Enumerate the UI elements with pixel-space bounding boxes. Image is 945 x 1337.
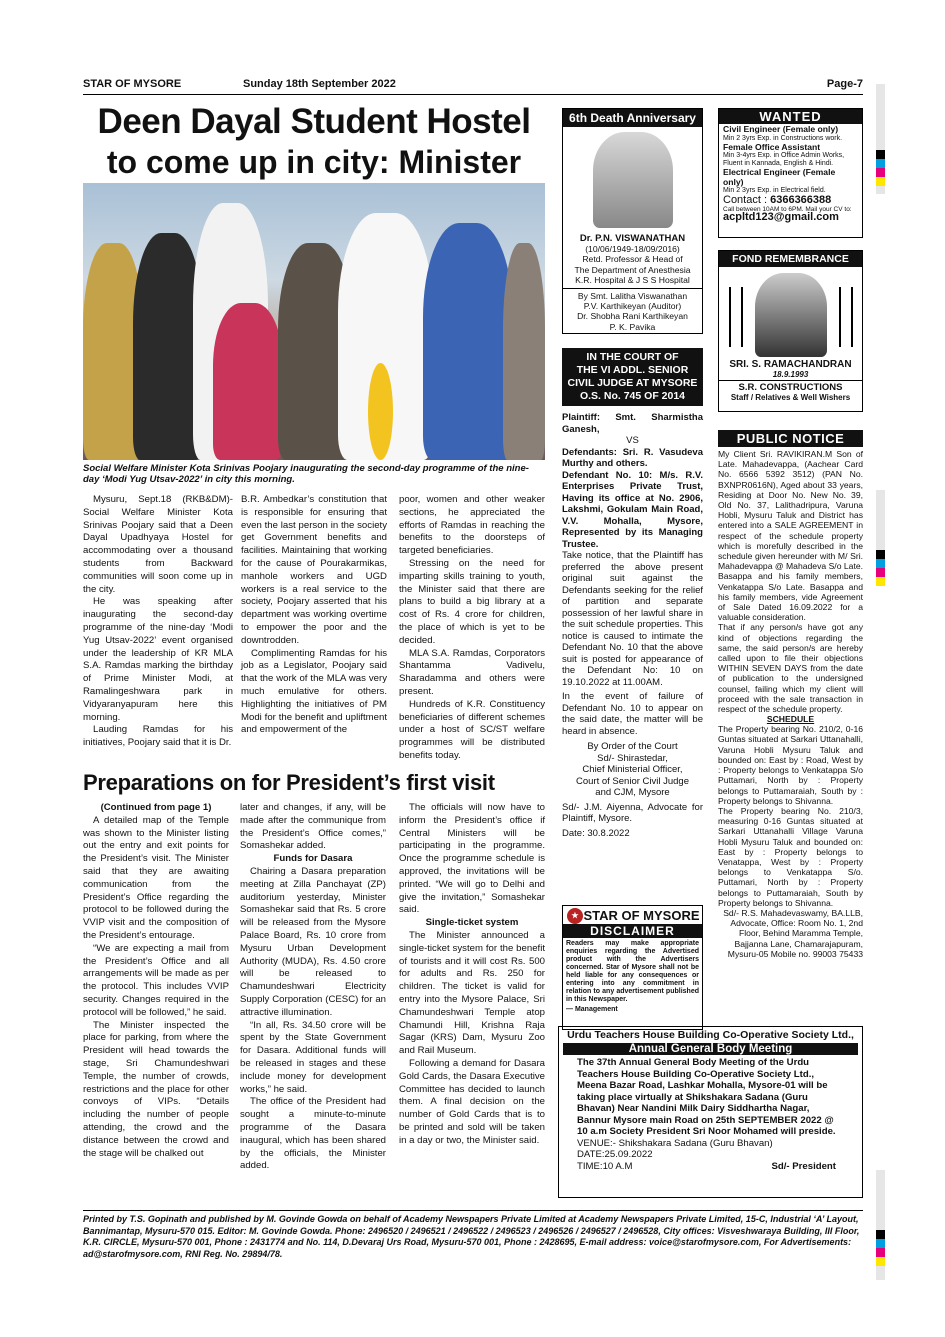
- lead-photo: [83, 183, 545, 460]
- court-title: IN THE COURT OF THE VI ADDL. SENIOR CIVIL JUDGE AT MYSORE O.S. No. 745 OF 2014: [562, 348, 703, 406]
- subhead: Single-ticket system: [425, 917, 519, 929]
- paragraph: MLA S.A. Ramdas, Corporators Shantamma Vadivelu, Sharadamma and others were present.: [399, 647, 545, 697]
- paragraph: “We are expecting a mail from the President’s Office and all arrangements will be made as per the protocol. This includes VVIP security. Changes required in the protocol will be followed,” he said.: [83, 942, 229, 1018]
- paragraph: The officials will now have to inform the President’s office if Central Ministers will be participating in the programme. Once the programme schedule is approved, the invitations will be printed. “We will go to Delhi and give the invitation,” Somashekar said.: [399, 802, 545, 916]
- subhead: Funds for Dasara: [273, 853, 353, 865]
- portrait-photo: [593, 132, 673, 228]
- remembrance-ad: FOND REMEMBRANCE SRI. S. RAMACHANDRAN 18.9.1993 S.R. CONSTRUCTIONS Staff / Relatives & Well Wishers: [718, 250, 863, 412]
- lamp-icon: [839, 287, 853, 347]
- plaintiff: Plaintiff: Smt. Sharmistha Ganesh,: [562, 412, 703, 435]
- failure-text: In the event of failure of Defendant No. 10 to appear on the said date, the matter will be heard in absence.: [562, 691, 703, 737]
- lead-headline: [83, 102, 545, 182]
- text-line: K.R. Hospital & J S S Hospital: [575, 275, 690, 286]
- notice-body-2: That if any person/s have got any kind of objections regarding the same, the said person/s are hereby called upon to file their objections WITHIN SEVEN DAYS from the date of publication to the undersigned counsel, failing which my client will proceed with the sale transaction in respect of the schedule property.: [718, 622, 863, 715]
- logo-icon: ★: [567, 908, 583, 924]
- urdu-agm-ad: Urdu Teachers House Building Co-Operative Society Ltd., Annual General Body Meeting The 37th Annual General Body Meeting of the Urdu Teachers House Building Co-Operative Society Ltd., Meena Bazar Road, Lashkar Mohalla, Mysore-01 will be taking place virtually at Shikshakara Sadana (Guru Bhavan) Near Nandini Milk Dairy Siddhartha Nagar, Bannur Mysore main Road on 25th SEPTEMBER 2022 @ 10 a.m Society President Sri Noor Mohamed will preside. VENUE:- Shikshakara Sadana (Guru Bhavan) DATE:25.09.2022 TIME:10 A.M Sd/- President: [558, 1026, 863, 1198]
- second-col-3: [399, 802, 545, 1148]
- text-line: The Department of Anesthesia: [574, 264, 691, 275]
- court-notice: IN THE COURT OF THE VI ADDL. SENIOR CIVIL JUDGE AT MYSORE O.S. No. 745 OF 2014 Plaintiff: Smt. Sharmistha Ganesh, VS Defendants: Sri. R. Vasudeva Murthy and others. Defendant No. 10: M/s. R.V. Enterprises Private Trust, Having its office at No. 2906, Lakshmi, Gokulam Main Road, V.V. Mohalla, Mysore, Represented by its Managing Trustee. Take notice, that the Plaintiff has preferred the above present original suit against the Defendants seeking for the relief of partition and separate possession of her lawful share in the suit schedule properties. This notice is caused to intimate the Defendant No. 10 that the above suit is posted for appearance of the Defendant No: 10 on 19.10.2022 at 11.00AM. In the event of failure of Defendant No. 10 to appear on the said date, the matter will be heard in absence. By Order of the Court Sd/- Shirastedar, Chief Ministerial Officer, Court of Senior Civil Judge and CJM, Mysore Sd/- J.M. Aiyenna, Advocate for Plaintiff, Mysore. Date: 30.8.2022: [562, 348, 703, 888]
- wanted-ad: WANTED Civil Engineer (Female only) Min 2 3yrs Exp. in Constructions work. Female Office Assistant Min 3-4yrs Exp. in Office Admin Works, Fluent in Kannada, English & Hindi. Electrical Engineer (Female only) Min 2 3yrs Exp. in Electrical field. Contact : 6366366388 Call between 10AM to 6PM. Mail your CV to: acpltd123@gmail.com: [718, 108, 863, 238]
- headline-line1: Deen Dayal Student Hostel: [97, 102, 531, 141]
- lead-col-3: [399, 494, 545, 763]
- paragraph: The office of the President had sought a minute-to-minute programme of the Dasara inaugural, which has been shared by the officials, the Minister added.: [240, 1096, 386, 1172]
- text-line: Retd. Professor & Head of: [582, 254, 683, 265]
- notice-body: My Client Sri. RAVIKIRAN.M Son of Late. Mahadevappa, (Aachear Card No. 6566 5392 3512) (PAN No. BXNPR0616N), Aged about 33 years, Residing at Door No. New No. 39, Old No. 37, Lalithadripura, Varuna Hobli, Mysuru Taluk and District has entered into a SALE AGREEMENT in respect of the schedule property which is morefully described in the schedule given hereunder with M/ Sri. Mahadevappa @ Mahadeva S/o Late. Basappa and his family members, Venkatappa S/o Late. Basappa and his family members, vide Agreement of Sale Dated 16.09.2022 for a valuable consideration.: [718, 449, 863, 623]
- advocate: Sd/- J.M. Aiyenna, Advocate for Plaintiff, Mysore.: [562, 801, 703, 824]
- defendant-10: Defendant No. 10: M/s. R.V. Enterprises Private Trust, Having its office at No. 2906, Lakshmi, Gokulam Main Road, V.V. Mohalla, Mysore, Represented by its Managing Trustee.: [562, 469, 703, 550]
- issue-date: Sunday 18th September 2022: [243, 78, 396, 90]
- masthead-line: [83, 78, 863, 94]
- text-line: P.V. Karthikeyan (Auditor): [583, 301, 682, 312]
- second-col-2: [240, 802, 386, 1173]
- continued-note: (Continued from page 1): [100, 802, 212, 813]
- portrait-photo: [755, 273, 827, 357]
- remembrance-name: SRI. S. RAMACHANDRAN: [729, 359, 852, 370]
- public-notice: PUBLIC NOTICE My Client Sri. RAVIKIRAN.M Son of Late. Mahadevappa, (Aachear Card No. 6566 5392 3512) (PAN No. BXNPR0616N), Aged about 33 years, Residing at Door No. New No. 39, Old No. 37, Lalithadripura, Varuna Hobli, Mysuru Taluk and District has entered into a SALE AGREEMENT in respect of the schedule property which is morefully described in the schedule given hereunder with M/ Sri. Mahadevappa @ Mahadeva S/o Late. Basappa and his family members, Venkatappa S/o Late. Basappa and his family members, vide Agreement of Sale Dated 16.09.2022 for a valuable consideration. That if any person/s have got any kind of objections regarding the same, the said person/s are hereby called upon to file their objections WITHIN SEVEN DAYS from the date of publication to the undersigned counsel, failing which my client will proceed with the sale transaction in respect of the schedule property. SCHEDULE The Property bearing No. 210/2, 0-16 Guntas situated at Sarkari Uttanahalli, Varuna Hobli Mysuru Taluk and bounded on: East by : Road, West by : Property belongs to Venkatappa S/o Puttamari, North by : Property belongs to Puttamaraiah, South by : Property belongs to Shivanna. The Property bearing No. 210/3, measuring 0-16 Guntas situated at Sarkari Uttanahalli Village Varuna Hobli Mysuru Taluk and bounded on: East by : Property belongs to Venatappa, West by : Property belongs to Venkatappa S/o. Puttamari, North by : Property belongs to Puttamaraiah, South by Property belongs to Shivanna. Sd/- R.S. Mahadevaswamy, BA.LLB, Advocate, Office: Room No. 1, 2nd Floor, Behind Maramma Temple, Bajjanna Lane, Chamarajapuram, Mysuru-05 Mobile no. 99003 75433: [718, 431, 863, 959]
- photo-caption: Social Welfare Minister Kota Srinivas Poojary inaugurating the second-day programme of the nine-day ‘Modi Yug Utsav-2022’ in city this morning.: [83, 463, 529, 485]
- imprint-footer: Printed by T.S. Gopinath and published by M. Govinde Gowda on behalf of Academy Newspapers Private Limited at Academy Newspapers Private Limited, 15-C, Industrial ‘A’ Layout, Bannimantap, Mysuru-570 015. Editor: M. Govinde Gowda. Phone: 2496520 / 2496521 / 2496522 / 2496523 / 2496526 / 2496527 / 2496528, City offices: Visveshwaraya Building, III Floor, K.R. CIRCLE, Mysuru-570 001, Phone : 2431774 and No. 114, D.Devaraj Urs Road, Mysuru-570 001, Phone : 2428695, E-mail address: voice@starofmysore.com, For Advertisements: ad@starofmysore.com, RNI Reg. No. 29894/78.: [83, 1210, 863, 1260]
- paragraph: Following a demand for Dasara Gold Cards, the Dasara Executive Committee has decided to launch them. A final decision on the number of Gold Cards that is to be printed and sold will be taken in a day or two, the Minister said.: [399, 1057, 545, 1146]
- lead-col-1: [83, 494, 233, 750]
- court-date: Date: 30.8.2022: [562, 827, 630, 839]
- disclaimer-title: DISCLAIMER: [563, 924, 702, 938]
- lead-col-2: [241, 494, 387, 737]
- anniversary-ad: [562, 108, 703, 334]
- paragraph: The Minister inspected the place for parking, from where the President will head towards the stage, Sri Chamundeshwari Temple, the number of crowds, restrictions and the place for other convoys of VIPs. “Details including the number of people attending, the crowd and the distance between the crowd and the stage will be chalked out: [83, 1019, 229, 1159]
- paragraph: later and changes, if any, will be made after the communique from the President’s Office comes,” Somashekar added.: [240, 802, 386, 852]
- contact-email: acpltd123@gmail.com: [723, 210, 839, 223]
- anniversary-name: Dr. P.N. VISWANATHAN: [579, 233, 686, 244]
- text-line: P. K. Pavika: [609, 321, 656, 332]
- paragraph: poor, women and other weaker sections, he appreciated the efforts of Ramdas in reaching the benefits to the doorsteps of targeted beneficiaries.: [399, 494, 545, 557]
- paragraph: Complimenting Ramdas for his job as a Legislator, Poojary said that the work of the MLA was very much emulative for others. Highlighting the initiatives of PM Modi for the benefit and upliftment and empowerment of the: [241, 647, 387, 736]
- headline-line2: to come up in city: Minister: [106, 144, 522, 180]
- text-line: (10/06/1949-18/09/2016): [585, 244, 680, 254]
- urdu-body: The 37th Annual General Body Meeting of the Urdu Teachers House Building Co-Operative Society Ltd., Meena Bazar Road, Lashkar Mohalla, Mysore-01 will be taking place virtually at Shikshakara Sadana (Guru Bhavan) Near Nandini Milk Dairy Siddhartha Nagar, Bannur Mysore main Road on 25th SEPTEMBER 2022 @ 10 a.m Society President Sri Noor Mohamed will preside.: [577, 1057, 836, 1137]
- text-line: By Smt. Lalitha Viswanathan: [577, 290, 688, 301]
- text-line: Dr. Shobha Rani Karthikeyan: [577, 311, 688, 322]
- vs: VS: [626, 435, 639, 446]
- defendants: Defendants: Sri. R. Vasudeva Murthy and others.: [562, 446, 703, 469]
- remembrance-title: FOND REMEMBRANCE: [719, 251, 862, 267]
- paragraph: Hundreds of K.R. Constituency beneficiaries of different schemes under a host of SC/ST welfare programmes will be distributed benefits today.: [399, 698, 545, 761]
- paragraph: The Minister announced a single-ticket system for the benefit of tourists and it will cost Rs. 500 for adults and Rs. 250 for children. The ticket is valid for entry into the Mysore Palace, Sri Chamundeshwari Temple atop Chamundi Hill, Krishna Raja Sagar (KRS) Dam, Mysuru Zoo and Rail Museum.: [399, 929, 545, 1057]
- paragraph: Lauding Ramdas for his initiatives, Poojary said that it is Dr.: [83, 724, 233, 749]
- second-headline: Preparations on for President’s first visit: [83, 770, 495, 795]
- notice-signature: Sd/- R.S. Mahadevaswamy, BA.LLB, Advocate, Office: Room No. 1, 2nd Floor, Behind Maramma Temple, Bajjanna Lane, Chamarajapuram, Mysuru-05 Mobile no. 99003 75433: [723, 907, 863, 959]
- paragraph: He was speaking after inaugurating the second-day programme of the nine-day ‘Modi Yug Utsav-2022’ event organised under the leadership of KR MLA S.A. Ramdas marking the birthday of Prime Minister Modi, at Ramalingeshwara park in Vidyaranyapuram here this morning.: [83, 596, 233, 723]
- contact-number: 6366366388: [770, 194, 832, 206]
- wanted-title: WANTED: [719, 109, 862, 124]
- notice-text: Take notice, that the Plaintiff has preferred the above present original suit against the Defendants seeking for the relief of partition and separate possession of her lawful share in the suit schedule properties. This notice is caused to intimate the Defendant No. 10 that the above suit is posted for appearance of the Defendant No: 10 on 19.10.2022 at 11.00AM.: [562, 550, 703, 688]
- paragraph: A detailed map of the Temple was shown to the Minister listing out the entry and exit points for the President’s visit. The Minister said that they are awaiting communication from the President’s Office regarding the protocol to be followed during the VVIP visit and the composition of the President’s entourage.: [83, 814, 229, 941]
- urdu-subtitle: Annual General Body Meeting: [563, 1043, 858, 1055]
- public-notice-title: PUBLIC NOTICE: [718, 430, 863, 447]
- page-number: Page-7: [826, 78, 863, 90]
- paragraph: Mysuru, Sept.18 (RKB&DM)- Social Welfare Minister Kota Srinivas Poojary said that a Deen Dayal Upadhyaya Hostel for accommodating over a thousand students from Backward communities will soon come up in the city.: [83, 494, 233, 595]
- lamp-icon: [729, 287, 743, 347]
- paragraph: “In all, Rs. 34.50 crore will be spent by the State Government for Dasara. Additional funds will be released in stages and these include money for development works,” he said.: [240, 1019, 386, 1095]
- urdu-title: Urdu Teachers House Building Co-Operative Society Ltd.,: [567, 1029, 854, 1041]
- disclaimer-sign: — Management: [566, 1006, 618, 1013]
- paragraph: B.R. Ambedkar’s constitution that is responsible for ensuring that even the last person in the society get Government benefits and facilities. Maintaining that working for the cause of Pourakarmikas, manhole workers and UGD workers is a real service to the society, Poojary asserted that his department was working overtime to empower the poor and the downtrodden.: [241, 494, 387, 646]
- disclaimer-text: Readers may make appropriate enquiries regarding the Advertised product with the Advertisers concerned. Star of Mysore shall not be held liable for any consequences or entering into any commitment in relation to any advertisement published in this Newspaper.: [566, 940, 699, 1003]
- paper-name: STAR OF MYSORE: [83, 78, 182, 90]
- disclaimer-brand: ★ STAR OF MYSORE: [563, 906, 702, 924]
- anniversary-title: 6th Death Anniversary: [563, 109, 702, 127]
- second-col-1: [83, 802, 229, 1160]
- paragraph: Stressing on the need for imparting skills training to youth, the Minister said that there are plans to build a big library at a cost of Rs. 4 crore for children, the place of which is yet to be decided.: [399, 557, 545, 646]
- disclaimer-box: [562, 905, 703, 1030]
- paragraph: Chairing a Dasara preparation meeting at Zilla Panchayat (ZP) auditorium yesterday, Minister Somashekar said that Rs. 5 crore will be released from the Mysore Palace Board, Rs. 10 crore from Mysuru Urban Development Authority (MUDA), Rs. 4.50 crore will be released to Chamundeshwari Electricity Supply Corporation (CESC) for an attractive illumination.: [240, 865, 386, 1018]
